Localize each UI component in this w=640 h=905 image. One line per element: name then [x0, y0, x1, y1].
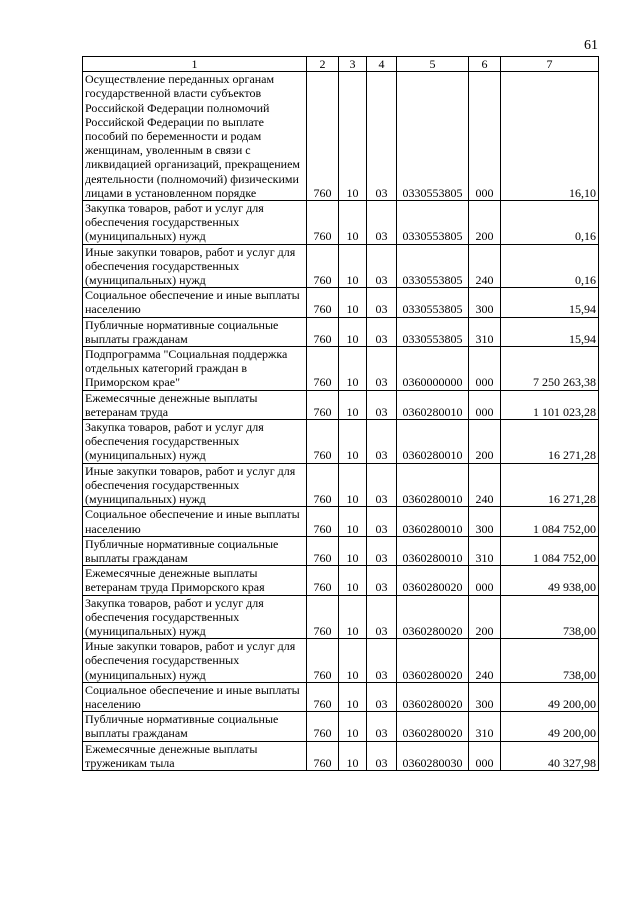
row-amount: 15,94: [501, 288, 599, 317]
row-code-4: 03: [367, 536, 397, 565]
row-amount: 7 250 263,38: [501, 347, 599, 391]
header-col-6: 6: [469, 57, 501, 72]
row-amount: 16,10: [501, 72, 599, 201]
row-name: Социальное обеспечение и иные выплаты населению: [83, 507, 307, 536]
row-code-4: 03: [367, 72, 397, 201]
row-code-2: 760: [307, 741, 339, 770]
row-code-3: 10: [339, 595, 367, 639]
row-code-5: 0360280030: [397, 741, 469, 770]
table-row: [83, 72, 599, 201]
table-row: [83, 463, 599, 507]
row-amount: 1 101 023,28: [501, 390, 599, 419]
row-code-2: 760: [307, 288, 339, 317]
header-col-2: 2: [307, 57, 339, 72]
row-code-4: 03: [367, 288, 397, 317]
row-code-3: 10: [339, 682, 367, 711]
row-code-5: 0330553805: [397, 288, 469, 317]
row-code-2: 760: [307, 347, 339, 391]
row-code-6: 300: [469, 507, 501, 536]
row-code-3: 10: [339, 420, 367, 464]
row-amount: 1 084 752,00: [501, 507, 599, 536]
row-code-5: 0360280020: [397, 566, 469, 595]
row-code-3: 10: [339, 317, 367, 346]
row-name: Ежемесячные денежные выплаты ветеранам труда: [83, 390, 307, 419]
row-amount: 1 084 752,00: [501, 536, 599, 565]
row-code-5: 0360280010: [397, 507, 469, 536]
row-code-4: 03: [367, 507, 397, 536]
row-code-3: 10: [339, 463, 367, 507]
row-code-6: 310: [469, 317, 501, 346]
row-code-6: 200: [469, 201, 501, 245]
row-name: Осуществление переданных органам государственной власти субъектов Российской Федерации полномочий Российской Федерации по выплате пособий по беременности и родам женщинам, уволенным в связи с ликвидацией организаций, прекращением деятельности (полномочий) физическими лицами в установленном порядке: [83, 72, 307, 201]
row-code-5: 0360280010: [397, 463, 469, 507]
table-row: [83, 347, 599, 391]
row-name: Социальное обеспечение и иные выплаты населению: [83, 288, 307, 317]
row-amount: 0,16: [501, 201, 599, 245]
table-row: [83, 317, 599, 346]
row-code-3: 10: [339, 390, 367, 419]
row-code-2: 760: [307, 463, 339, 507]
row-amount: 49 200,00: [501, 682, 599, 711]
row-code-2: 760: [307, 682, 339, 711]
row-code-4: 03: [367, 244, 397, 288]
row-code-4: 03: [367, 201, 397, 245]
table-row: [83, 507, 599, 536]
row-code-6: 000: [469, 741, 501, 770]
row-code-3: 10: [339, 712, 367, 741]
row-code-3: 10: [339, 639, 367, 683]
table-row: [83, 420, 599, 464]
row-code-3: 10: [339, 201, 367, 245]
row-amount: 49 200,00: [501, 712, 599, 741]
table-row: [83, 536, 599, 565]
row-name: Публичные нормативные социальные выплаты гражданам: [83, 317, 307, 346]
table-row: [83, 712, 599, 741]
row-code-3: 10: [339, 741, 367, 770]
row-code-4: 03: [367, 566, 397, 595]
header-col-5: 5: [397, 57, 469, 72]
row-amount: 738,00: [501, 595, 599, 639]
row-code-5: 0360280020: [397, 639, 469, 683]
row-code-4: 03: [367, 317, 397, 346]
row-name: Социальное обеспечение и иные выплаты населению: [83, 682, 307, 711]
row-code-4: 03: [367, 712, 397, 741]
table-row: [83, 639, 599, 683]
row-code-6: 000: [469, 347, 501, 391]
row-code-4: 03: [367, 390, 397, 419]
header-col-7: 7: [501, 57, 599, 72]
row-code-6: 240: [469, 639, 501, 683]
row-code-2: 760: [307, 712, 339, 741]
row-code-2: 760: [307, 566, 339, 595]
row-code-5: 0360280020: [397, 595, 469, 639]
budget-table: [82, 56, 599, 771]
row-name: Иные закупки товаров, работ и услуг для обеспечения государственных (муниципальных) нужд: [83, 244, 307, 288]
row-code-5: 0330553805: [397, 72, 469, 201]
row-amount: 16 271,28: [501, 420, 599, 464]
header-col-4: 4: [367, 57, 397, 72]
row-code-2: 760: [307, 390, 339, 419]
table-row: [83, 390, 599, 419]
row-code-5: 0360280010: [397, 390, 469, 419]
row-code-5: 0330553805: [397, 317, 469, 346]
row-code-2: 760: [307, 317, 339, 346]
row-amount: 15,94: [501, 317, 599, 346]
row-code-3: 10: [339, 536, 367, 565]
row-code-4: 03: [367, 682, 397, 711]
row-name: Ежемесячные денежные выплаты труженикам тыла: [83, 741, 307, 770]
row-code-4: 03: [367, 639, 397, 683]
row-code-5: 0330553805: [397, 244, 469, 288]
row-code-6: 200: [469, 420, 501, 464]
row-name: Подпрограмма "Социальная поддержка отдельных категорий граждан в Приморском крае": [83, 347, 307, 391]
table-row: [83, 595, 599, 639]
row-code-5: 0360280020: [397, 682, 469, 711]
row-code-4: 03: [367, 463, 397, 507]
row-code-6: 300: [469, 288, 501, 317]
row-code-6: 240: [469, 244, 501, 288]
row-code-5: 0360000000: [397, 347, 469, 391]
row-code-3: 10: [339, 347, 367, 391]
row-amount: 738,00: [501, 639, 599, 683]
table-row: [83, 244, 599, 288]
row-code-4: 03: [367, 595, 397, 639]
row-code-6: 300: [469, 682, 501, 711]
table-row: [83, 682, 599, 711]
table-row: [83, 201, 599, 245]
row-code-5: 0330553805: [397, 201, 469, 245]
row-code-3: 10: [339, 288, 367, 317]
row-code-3: 10: [339, 507, 367, 536]
row-code-5: 0360280020: [397, 712, 469, 741]
row-code-2: 760: [307, 72, 339, 201]
row-code-6: 310: [469, 712, 501, 741]
table-row: [83, 288, 599, 317]
row-name: Иные закупки товаров, работ и услуг для обеспечения государственных (муниципальных) нужд: [83, 463, 307, 507]
row-name: Закупка товаров, работ и услуг для обеспечения государственных (муниципальных) нужд: [83, 595, 307, 639]
row-code-6: 240: [469, 463, 501, 507]
header-row: [83, 57, 599, 72]
row-code-4: 03: [367, 741, 397, 770]
row-code-5: 0360280010: [397, 536, 469, 565]
table-row: [83, 566, 599, 595]
row-name: Публичные нормативные социальные выплаты гражданам: [83, 536, 307, 565]
row-code-2: 760: [307, 201, 339, 245]
row-code-4: 03: [367, 420, 397, 464]
row-code-2: 760: [307, 507, 339, 536]
row-code-6: 310: [469, 536, 501, 565]
row-code-6: 000: [469, 566, 501, 595]
row-code-2: 760: [307, 639, 339, 683]
row-code-6: 200: [469, 595, 501, 639]
row-code-6: 000: [469, 390, 501, 419]
row-amount: 49 938,00: [501, 566, 599, 595]
header-col-1: 1: [83, 57, 307, 72]
row-code-4: 03: [367, 347, 397, 391]
page-number: 61: [584, 38, 598, 53]
row-code-3: 10: [339, 566, 367, 595]
row-amount: 16 271,28: [501, 463, 599, 507]
row-code-2: 760: [307, 244, 339, 288]
row-code-6: 000: [469, 72, 501, 201]
row-code-2: 760: [307, 420, 339, 464]
row-code-5: 0360280010: [397, 420, 469, 464]
row-code-3: 10: [339, 244, 367, 288]
row-name: Публичные нормативные социальные выплаты гражданам: [83, 712, 307, 741]
row-name: Ежемесячные денежные выплаты ветеранам труда Приморского края: [83, 566, 307, 595]
row-amount: 0,16: [501, 244, 599, 288]
row-name: Закупка товаров, работ и услуг для обеспечения государственных (муниципальных) нужд: [83, 201, 307, 245]
row-name: Иные закупки товаров, работ и услуг для обеспечения государственных (муниципальных) нужд: [83, 639, 307, 683]
row-amount: 40 327,98: [501, 741, 599, 770]
row-code-2: 760: [307, 595, 339, 639]
table-row: [83, 741, 599, 770]
header-col-3: 3: [339, 57, 367, 72]
row-code-3: 10: [339, 72, 367, 201]
row-code-2: 760: [307, 536, 339, 565]
row-name: Закупка товаров, работ и услуг для обеспечения государственных (муниципальных) нужд: [83, 420, 307, 464]
